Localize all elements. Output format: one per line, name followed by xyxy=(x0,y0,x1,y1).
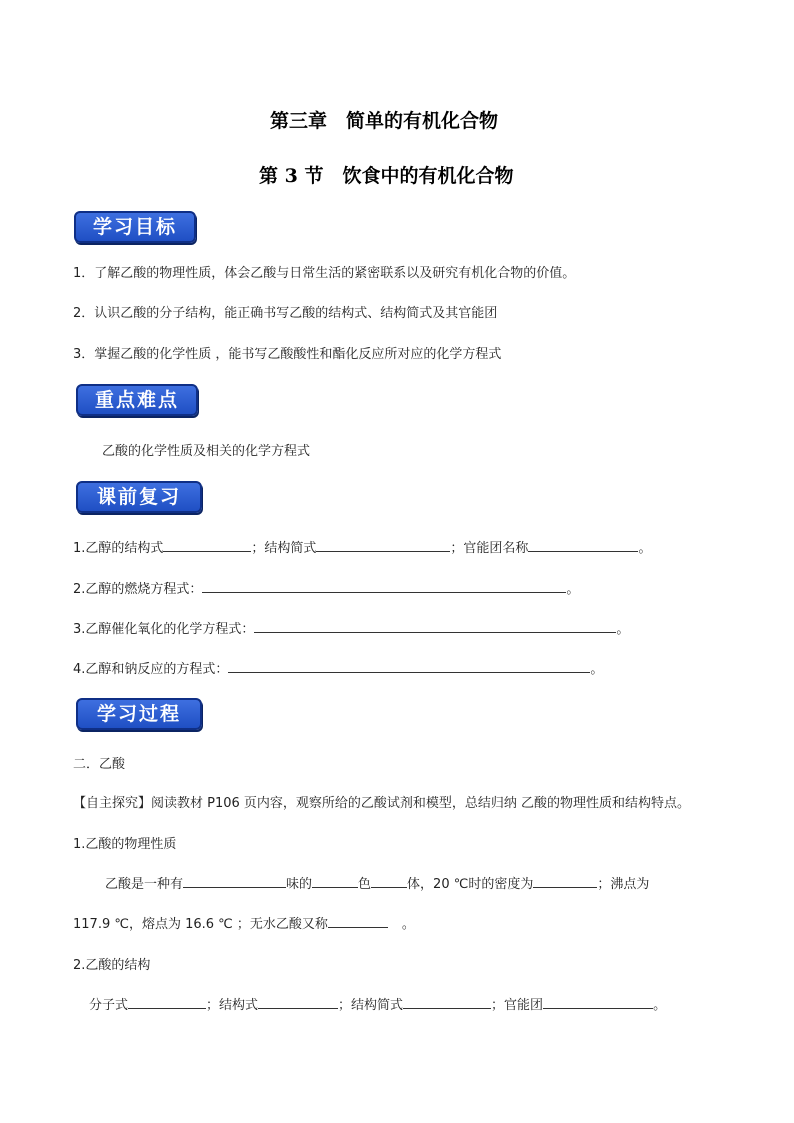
phys-line-1 xyxy=(105,873,649,892)
q4-blank[interactable] xyxy=(228,658,590,673)
keypoints-badge: 重点难点 xyxy=(76,384,198,416)
phys-text-a: 乙酸是一种有 xyxy=(105,877,184,892)
phys-blank-odor[interactable] xyxy=(183,873,286,888)
q2-blank[interactable] xyxy=(202,578,566,593)
struct-blank-simple[interactable] xyxy=(403,994,491,1009)
phys-text-b: 味的 xyxy=(286,877,313,892)
phys-blank-state[interactable] xyxy=(371,873,407,888)
review-question-2 xyxy=(73,578,579,597)
q1-end: 。 xyxy=(638,541,652,556)
q1-blank-group[interactable] xyxy=(528,537,638,552)
phys-blank-color[interactable] xyxy=(312,873,358,888)
chapter-title: 第三章 简单的有机化合物 xyxy=(270,110,499,132)
struct-line xyxy=(89,994,666,1013)
objective-item-3: 3．掌握乙酸的化学性质 ，能书写乙酸酸性和酯化反应所对应的化学方程式 xyxy=(73,347,502,362)
q1-label-simple: ；结构简式 xyxy=(251,541,317,556)
objective-item-2: 2．认识乙酸的分子结构，能正确书写乙酸的结构式、结构简式及其官能团 xyxy=(73,306,498,321)
q2-label: 2.乙醇的燃烧方程式： xyxy=(73,582,203,597)
review-question-3 xyxy=(73,618,629,637)
review-question-4 xyxy=(73,658,603,677)
phys-line2-end: 。 xyxy=(401,917,415,932)
objectives-badge: 学习目标 xyxy=(74,211,196,243)
phys-line2-text: 117.9 ℃，熔点为 16.6 ℃ ；无水乙酸又称 xyxy=(73,917,328,932)
review-badge: 课前复习 xyxy=(76,481,202,513)
process-badge: 学习过程 xyxy=(76,698,202,730)
q2-end: 。 xyxy=(566,582,580,597)
phys-blank-alias[interactable] xyxy=(328,913,388,928)
phys-title: 1.乙酸的物理性质 xyxy=(73,837,177,852)
keypoints-text: 乙酸的化学性质及相关的化学方程式 xyxy=(102,444,311,459)
phys-text-c: 色 xyxy=(358,877,372,892)
struct-text-a: 分子式 xyxy=(89,998,129,1013)
struct-text-c: ；结构简式 xyxy=(338,998,404,1013)
q1-label-group: ；官能团名称 xyxy=(450,541,529,556)
process-heading: 二．乙酸 xyxy=(73,757,126,772)
q3-end: 。 xyxy=(616,622,630,637)
q1-blank-simple[interactable] xyxy=(316,537,450,552)
phys-text-e: ；沸点为 xyxy=(597,877,650,892)
review-question-1 xyxy=(73,537,651,556)
q1-blank-formula[interactable] xyxy=(163,537,251,552)
struct-blank-molecular[interactable] xyxy=(128,994,206,1009)
phys-blank-density[interactable] xyxy=(533,873,597,888)
q1-label: 1.乙醇的结构式 xyxy=(73,541,164,556)
struct-blank-group[interactable] xyxy=(543,994,653,1009)
q4-label: 4.乙醇和钠反应的方程式： xyxy=(73,662,229,677)
q4-end: 。 xyxy=(590,662,604,677)
phys-text-d: 体，20 ℃时的密度为 xyxy=(407,877,534,892)
struct-title: 2.乙酸的结构 xyxy=(73,958,151,973)
struct-text-d: ；官能团 xyxy=(491,998,544,1013)
struct-blank-structural[interactable] xyxy=(258,994,338,1009)
process-explore: 【自主探究】阅读教材 P106 页内容，观察所给的乙酸试剂和模型，总结归纳 乙酸的物理性质和结构特点。 xyxy=(73,796,691,811)
phys-line-2 xyxy=(73,913,415,932)
objective-item-1: 1．了解乙酸的物理性质，体会乙酸与日常生活的紧密联系以及研究有机化合物的价值。 xyxy=(73,266,576,281)
struct-text-b: ；结构式 xyxy=(206,998,259,1013)
q3-blank[interactable] xyxy=(254,618,616,633)
q3-label: 3.乙醇催化氧化的化学方程式： xyxy=(73,622,255,637)
section-title: 第 3 节 饮食中的有机化合物 xyxy=(259,165,514,187)
struct-text-e: 。 xyxy=(653,998,667,1013)
